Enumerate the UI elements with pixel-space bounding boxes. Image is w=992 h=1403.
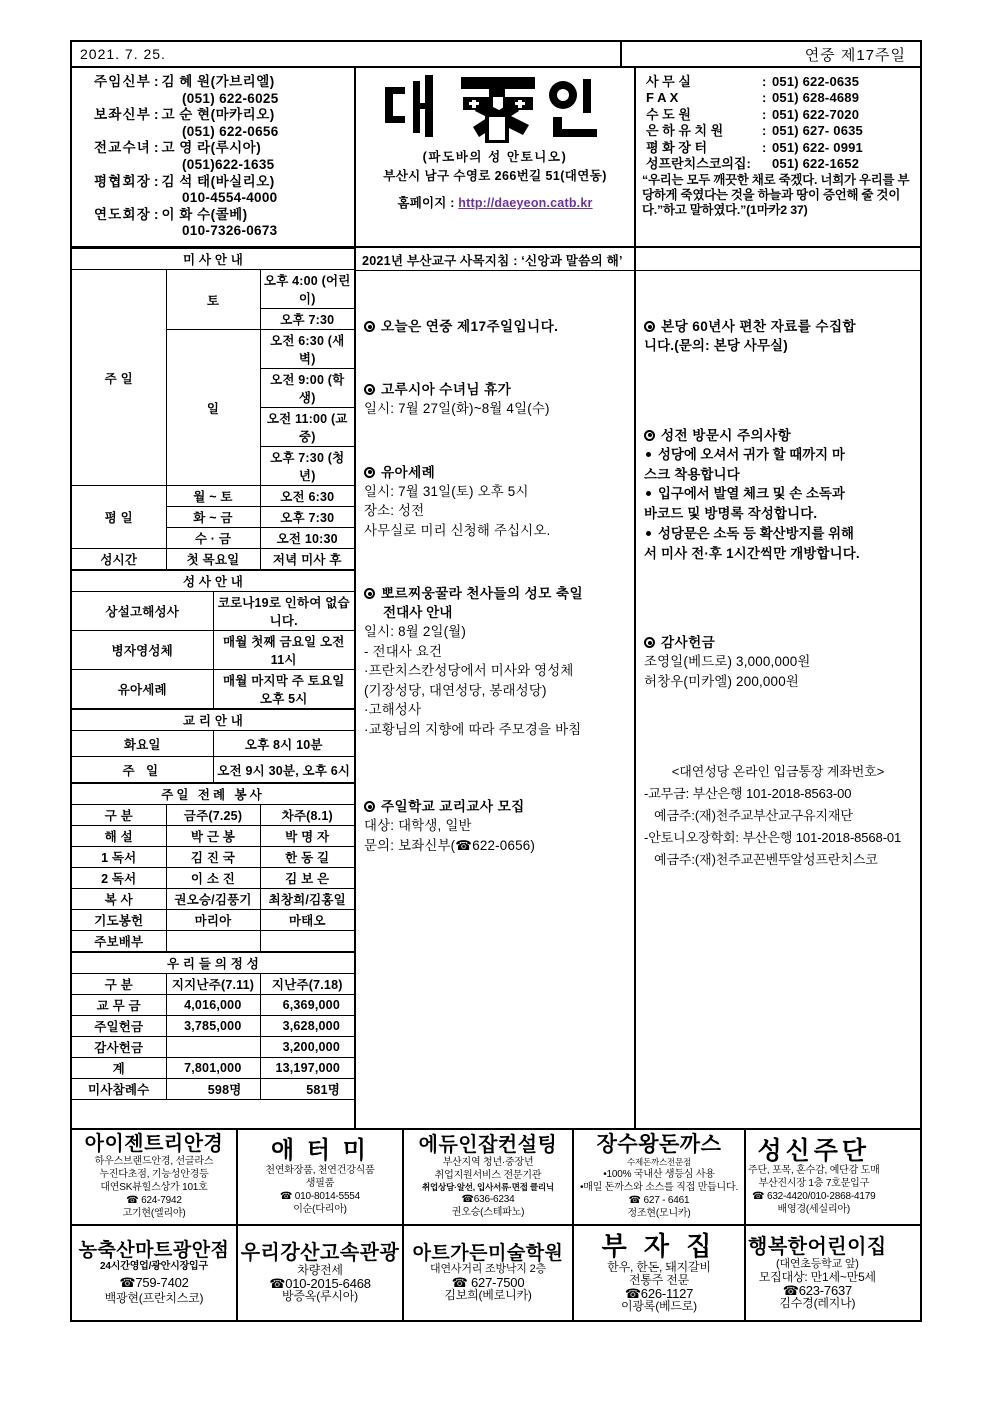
- announcement-title-row: [644, 426, 912, 445]
- spacer: [364, 783, 626, 797]
- mass-time: 오후 7:30: [260, 507, 354, 528]
- announcement-title-row: [364, 380, 626, 399]
- dot-bullet-icon: [646, 491, 651, 496]
- office-label: 평 화 장 터: [646, 139, 708, 155]
- spacer: [364, 340, 626, 380]
- parish-logo: [377, 72, 613, 146]
- office-row: [636, 156, 920, 172]
- offering-prev1: 3,628,000: [260, 1016, 354, 1037]
- liturgy-service-table: [72, 783, 354, 952]
- announcement-title: 본당 60년사 편찬 자료를 수집합: [661, 319, 857, 334]
- announcement-title-row: [364, 584, 626, 603]
- spacer: [644, 400, 912, 426]
- pastoral-direction: 2021년 부산교구 사목지침 : ‘신앙과 말씀의 해’: [356, 248, 634, 271]
- sacrament-label: 상설고해성사: [72, 592, 213, 631]
- contact-row: [72, 207, 354, 224]
- ad-phone: ☎636-6234: [461, 1194, 515, 1205]
- announcement-title: 성전 방문시 주의사항: [661, 427, 792, 443]
- offering-col-header: 구 분: [72, 974, 166, 995]
- ad-row-2: [72, 1226, 920, 1320]
- ad-line: 24시간영업/광안시장입구: [100, 1261, 208, 1273]
- liturgy-this-week: 김 진 국: [166, 847, 260, 868]
- liturgy-role: 주보배부: [72, 931, 166, 952]
- right-column: [636, 248, 920, 1128]
- ad-phone: ☎626-1127: [624, 1285, 694, 1301]
- contact-role: 전교수녀: [94, 140, 151, 156]
- liturgical-week: 연중 제17주일: [620, 42, 920, 66]
- announcement-item: [364, 317, 626, 336]
- announcement-line: 장소: 성전: [364, 503, 425, 518]
- sacrament-value: 매월 마지막 주 토요일 오후 5시: [213, 670, 354, 709]
- bulletin-body: [72, 248, 920, 1128]
- announcement-line: 일시: 7월 31일(토) 오후 5시: [364, 483, 529, 499]
- announcement-title: 주일학교 교리교사 모집: [381, 799, 525, 814]
- holy-hour-time: 저녁 미사 후: [260, 549, 354, 570]
- office-label: 은 하 유 치 원: [646, 123, 724, 139]
- homepage-label: 홈페이지 :: [397, 196, 455, 210]
- ad-card[interactable]: [72, 1130, 238, 1224]
- spacer: [644, 735, 912, 761]
- spacer: [644, 360, 912, 400]
- contact-name: 고 순 현(마카리오): [161, 107, 275, 123]
- mass-time: 오후 7:30 (청년): [260, 447, 354, 486]
- contact-separator: :: [153, 74, 159, 89]
- ring-bullet-icon: [644, 430, 655, 441]
- announcement-item: [364, 584, 626, 739]
- doctrine-value: 오전 9시 30분, 오후 6시: [213, 757, 354, 783]
- office-row: [636, 90, 920, 106]
- office-value: 051) 622-0635: [772, 74, 860, 89]
- ad-contact-person: 이순(다리아): [293, 1203, 347, 1215]
- office-value: 051) 622-7020: [772, 106, 860, 122]
- contact-row: [72, 174, 354, 191]
- liturgy-role: 기도봉헌: [72, 910, 166, 931]
- office-row: [636, 140, 920, 156]
- offering-label: 계: [72, 1058, 166, 1079]
- header-date-row: [72, 42, 920, 68]
- announcement-item: [644, 426, 912, 564]
- account-line: -교무금: 부산은행 101-2018-8563-00: [644, 786, 852, 801]
- advertisements: [72, 1128, 920, 1320]
- office-row: [636, 123, 920, 139]
- liturgy-this-week: [166, 931, 260, 952]
- ad-contact-person: 김수경(레지나): [779, 1295, 856, 1310]
- announcement-title: 유아세례: [381, 464, 436, 480]
- ring-bullet-icon: [364, 467, 375, 478]
- sacrament-label: 유아세례: [72, 670, 213, 709]
- ring-bullet-icon: [364, 321, 375, 332]
- announcement-title: 오늘은 연중 제17주일입니다.: [381, 319, 559, 334]
- dot-bullet-icon: [646, 531, 651, 536]
- homepage-row: [397, 193, 592, 211]
- ring-bullet-icon: [364, 801, 375, 812]
- liturgy-next-week: 한 동 길: [260, 847, 354, 868]
- announcement-bullet-row: [644, 524, 912, 544]
- announcement-title: 고루시아 수녀님 휴가: [381, 382, 512, 397]
- parish-contacts: [72, 68, 354, 246]
- contact-phone: 010-4554-4000: [182, 190, 278, 206]
- liturgy-role: 복 사: [72, 889, 166, 910]
- office-label: 성프란치스코의집:: [646, 156, 751, 172]
- contact-phone: 010-7326-0673: [182, 223, 278, 239]
- ad-card[interactable]: [238, 1226, 404, 1320]
- mass-time: 오전 11:00 (교중): [260, 408, 354, 447]
- ad-line: 대연SK뷰힐스상가 101호: [100, 1182, 208, 1193]
- ad-business-name: 부 자 집: [601, 1231, 717, 1262]
- mass-weekday-day: 월 ~ 토: [166, 486, 260, 507]
- account-heading: <대연성당 온라인 입금통장 계좌번호>: [671, 764, 885, 779]
- dot-bullet-icon: [646, 452, 651, 457]
- ad-line: 차량전세: [297, 1263, 343, 1277]
- right-announcements: [636, 271, 920, 1128]
- contact-row: [72, 74, 354, 91]
- header-main: [72, 68, 920, 248]
- sacrament-label: 병자영성체: [72, 631, 213, 670]
- ad-business-name: 장수왕돈까스: [596, 1133, 722, 1157]
- office-label: 수 도 원: [646, 106, 691, 122]
- contact-phone: (051) 622-6025: [182, 90, 279, 106]
- ring-bullet-icon: [364, 384, 375, 395]
- ad-line: 전통주 전문: [628, 1272, 690, 1287]
- doctrine-value: 오후 8시 10분: [213, 731, 354, 757]
- liturgy-col-header: 구 분: [72, 805, 166, 826]
- announcement-item: [364, 463, 626, 541]
- offering-label: 감사헌금: [72, 1037, 166, 1058]
- offering-label: 교 무 금: [72, 995, 166, 1016]
- ad-business-name: 아이젠트리안경: [84, 1133, 224, 1155]
- account-line: -안토니오장학회: 부산은행 101-2018-8568-01: [644, 830, 902, 845]
- liturgy-role: 해 설: [72, 826, 166, 847]
- sacrament-value: 매월 첫째 금요일 오전 11시: [213, 631, 354, 670]
- announcement-item: [644, 317, 912, 356]
- ad-line: •100% 국내산 생등심 사용: [603, 1168, 715, 1180]
- contact-role: 평협회장: [94, 173, 151, 189]
- offering-prev2: 4,016,000: [166, 995, 260, 1016]
- spacer: [364, 277, 626, 317]
- ad-card[interactable]: [404, 1130, 574, 1224]
- announcement-title-row: [644, 317, 912, 336]
- offering-col-header: 지난주(7.18): [260, 974, 354, 995]
- announcement-line: 문의: 보좌신부(☎622-0656): [364, 837, 536, 853]
- offering-prev2: 3,785,000: [166, 1016, 260, 1037]
- announcement-line: 스크 착용합니다: [644, 466, 740, 482]
- spacer: [364, 743, 626, 783]
- contact-role: 보좌신부: [94, 107, 151, 123]
- announcement-line: (기장성당, 대연성당, 봉래성당): [364, 682, 547, 698]
- spacer: [644, 567, 912, 607]
- office-contacts: [636, 68, 920, 246]
- announcement-bullet-text: 성당에 오셔서 귀가 할 때까지 마: [658, 446, 845, 462]
- mass-weekday-day: 수 · 금: [166, 528, 260, 549]
- liturgy-next-week: [260, 931, 354, 952]
- liturgy-this-week: 마리아: [166, 910, 260, 931]
- doctrine-label: 주 일: [72, 757, 213, 783]
- ad-phone: ☎ 627 - 6461: [628, 1194, 690, 1206]
- ad-line: 수제돈까스전문점: [626, 1156, 692, 1167]
- mass-time: 오전 10:30: [260, 528, 354, 549]
- mass-time: 오전 6:30 (새벽): [260, 330, 354, 369]
- account-block: [644, 761, 912, 871]
- announcement-bullet-row: [644, 484, 912, 504]
- contact-phone: (051) 622-0656: [182, 123, 279, 139]
- announcement-line: 바코드 및 방명록 작성합니다.: [644, 506, 818, 521]
- ad-contact-person: 배영경(세실리아): [777, 1204, 851, 1216]
- ring-bullet-icon: [644, 637, 655, 648]
- holy-hour-day: 첫 목요일: [166, 549, 260, 570]
- office-colon: :: [762, 106, 767, 122]
- liturgy-next-week: 박 명 자: [260, 826, 354, 847]
- sacrament-value: 코로나19로 인하여 없습니다.: [213, 592, 354, 631]
- liturgy-next-week: 김 보 은: [260, 868, 354, 889]
- ad-phone: ☎ 627-7500: [451, 1275, 525, 1291]
- ad-line: 생필품: [305, 1177, 335, 1189]
- ad-card[interactable]: [574, 1226, 746, 1320]
- announcement-line: 일시: 8월 2일(월): [364, 624, 467, 639]
- ad-phone: ☎759-7402: [119, 1275, 189, 1291]
- ad-line: 천연화장품, 천연건강식품: [265, 1164, 375, 1176]
- ad-line: 대연사거리 조방낙지 2층: [430, 1263, 546, 1276]
- liturgy-this-week: 이 소 진: [166, 868, 260, 889]
- doctrine-guide-title: 교 리 안 내: [72, 710, 354, 731]
- office-colon: :: [762, 74, 767, 89]
- mass-weekday-label: 평 일: [72, 486, 166, 549]
- ad-business-name: 아트가든미술학원: [412, 1242, 564, 1264]
- liturgy-this-week: 박 근 봉: [166, 826, 260, 847]
- ad-line: 주단, 포목, 혼수감, 예단감 도매: [748, 1165, 880, 1177]
- announcement-item: [364, 380, 626, 419]
- offering-col-header: 지지난주(7.11): [166, 974, 260, 995]
- announcement-bullet-text: 입구에서 발열 체크 및 손 소독과: [658, 486, 845, 501]
- announcement-line: 니다.(문의: 본당 사무실): [644, 338, 788, 353]
- contact-row: [72, 140, 354, 157]
- office-colon: :: [762, 123, 767, 139]
- liturgy-col-header: 금주(7.25): [166, 805, 260, 826]
- offering-prev1: 13,197,000: [260, 1058, 354, 1079]
- ad-card[interactable]: [574, 1130, 746, 1224]
- ad-phone: ☎ 624-7942: [126, 1195, 182, 1206]
- ad-business-name: 우리강산고속관광: [240, 1242, 400, 1264]
- ad-line: 부산진시장 1층 7호문입구: [758, 1178, 870, 1190]
- contact-name: 김 석 태(바실리오): [161, 173, 275, 189]
- announcement-title-row: [364, 797, 626, 816]
- ad-phone: ☎623-7637: [782, 1282, 853, 1298]
- doctrine-label: 화요일: [72, 731, 213, 757]
- offering-prev2: 7,801,000: [166, 1058, 260, 1079]
- office-row: [636, 74, 920, 90]
- ad-phone: ☎ 632-4420/010-2868-4179: [752, 1191, 876, 1203]
- offering-prev1: 581명: [260, 1079, 354, 1100]
- mass-guide-title: 미 사 안 내: [72, 249, 354, 270]
- sacrament-guide-table: [72, 570, 354, 709]
- daeyeon-logo-icon: [377, 73, 613, 145]
- homepage-link[interactable]: http://daeyeon.catb.kr: [458, 196, 593, 210]
- liturgy-this-week: 권오승/김풍기: [166, 889, 260, 910]
- parish-identity: [354, 68, 636, 246]
- ad-line: 모집대상: 만1세~만5세: [758, 1269, 876, 1284]
- ad-contact-person: 고기현(엘리야): [122, 1208, 186, 1219]
- parish-address: 부산시 남구 수영로 266번길 51(대연동): [383, 169, 607, 183]
- offering-label: 미사참례수: [72, 1079, 166, 1100]
- announcement-item: [644, 633, 912, 691]
- office-value: 051) 622- 0991: [772, 139, 863, 155]
- announcement-line: ·고해성사: [364, 702, 422, 717]
- right-column-top-spacer: [636, 248, 920, 271]
- announcement-line: 사무실로 미리 신청해 주십시오.: [364, 522, 551, 538]
- liturgy-role: 2 독서: [72, 868, 166, 889]
- contact-role: 연도회장: [94, 206, 151, 222]
- ad-line: 취업상담·알선, 입사서류·면접 클리닉: [422, 1182, 554, 1192]
- liturgy-service-title: 주일 전례 봉사: [72, 784, 354, 805]
- announcement-line: 조영일(베드로) 3,000,000원: [644, 654, 811, 669]
- announcement-title: 감사헌금: [661, 635, 716, 650]
- mass-sunday-label: 주 일: [72, 270, 166, 486]
- ad-card[interactable]: [404, 1226, 574, 1320]
- announcement-line: - 전대사 요건: [364, 643, 443, 659]
- announcement-line: 대상: 대학생, 일반: [364, 818, 472, 833]
- ad-line: (대연초등학교 앞): [775, 1257, 859, 1270]
- header-date-spacer: [362, 42, 620, 66]
- spacer: [364, 544, 626, 584]
- ad-row-1: [72, 1130, 920, 1226]
- ad-line: 부산지역 청년·중장년: [442, 1157, 534, 1168]
- spacer: [644, 607, 912, 633]
- doctrine-guide-table: [72, 709, 354, 783]
- office-colon: [762, 156, 772, 172]
- contact-separator: :: [153, 206, 159, 222]
- scripture-verse: “우리는 모두 깨끗한 채로 죽겠다. 너희가 우리를 부당하게 죽였다는 것을 하늘과 땅이 증언해 줄 것이다.”하고 말하였다.”(1마카2 37): [642, 173, 910, 217]
- mass-guide-table: [72, 248, 354, 570]
- contact-name: 이 화 수(콜베): [161, 206, 248, 222]
- ring-bullet-icon: [364, 588, 375, 599]
- middle-announcements: [356, 271, 634, 1128]
- ad-line: 누진다초점, 기능성안경등: [99, 1169, 209, 1180]
- ad-card[interactable]: [746, 1226, 889, 1320]
- announcement-line: 허창우(미카엘) 200,000원: [644, 673, 799, 689]
- sacrament-guide-title: 성 사 안 내: [72, 571, 354, 592]
- contact-name: 김 혜 원(가브리엘): [161, 74, 275, 89]
- announcement-title-row: [364, 317, 626, 336]
- ad-line: 하우스브랜드안경, 선글라스: [94, 1156, 214, 1167]
- offering-label: 주일헌금: [72, 1016, 166, 1037]
- ad-contact-person: 백광현(프란치스코): [104, 1291, 204, 1306]
- offering-prev2: [166, 1037, 260, 1058]
- office-value: 051) 628-4689: [772, 90, 860, 106]
- account-line: 예금주:(재)천주교부산교구유지재단: [654, 808, 853, 823]
- ad-business-name: 성신주단: [757, 1136, 871, 1165]
- liturgy-role: 1 독서: [72, 847, 166, 868]
- account-line: 예금주:(재)천주교꼰벤뚜알성프란치스코: [654, 852, 878, 867]
- office-row: [636, 107, 920, 123]
- ad-line: 한우, 한돈, 돼지갈비: [607, 1259, 711, 1274]
- office-label: F A X: [646, 90, 679, 106]
- contact-separator: :: [153, 107, 159, 123]
- announcement-title-row: [364, 463, 626, 482]
- spacer: [644, 277, 912, 317]
- ad-card[interactable]: [746, 1130, 882, 1224]
- ad-contact-person: 이광록(베드로): [621, 1298, 697, 1313]
- spacer: [644, 695, 912, 735]
- liturgy-col-header: 차주(8.1): [260, 805, 354, 826]
- offering-title: 우 리 들 의 정 성: [72, 953, 354, 974]
- bulletin-page: [70, 40, 922, 1322]
- parish-patron: (파도바의 성 안토니오): [422, 150, 568, 164]
- contact-separator: :: [153, 140, 159, 156]
- office-colon: :: [762, 139, 767, 155]
- liturgy-next-week: 최창희/김홍일: [260, 889, 354, 910]
- liturgy-next-week: 마태오: [260, 910, 354, 931]
- contact-row: [72, 107, 354, 124]
- ad-contact-person: 권오승(스테파노): [451, 1207, 525, 1218]
- offering-prev1: 6,369,000: [260, 995, 354, 1016]
- contact-separator: :: [153, 173, 159, 189]
- announcement-line: 서 미사 전·후 1시간씩만 개방합니다.: [644, 545, 860, 561]
- mass-time: 오후 4:00 (어린이): [260, 270, 354, 309]
- ad-card[interactable]: [72, 1226, 238, 1320]
- announcement-bullet-text: 성당문은 소독 등 확산방지를 위해: [658, 525, 854, 541]
- announcement-title-cont: 전대사 안내: [383, 605, 453, 620]
- office-colon: :: [762, 90, 767, 106]
- ad-business-name: 행복한어린이집: [748, 1235, 887, 1258]
- holy-hour-label: 성시간: [72, 549, 166, 570]
- announcement-bullet-row: [644, 445, 912, 465]
- announcement-line: ·프란치스칸성당에서 미사와 영성체: [364, 663, 574, 678]
- ad-contact-person: 정조현(모니카): [627, 1207, 691, 1219]
- ad-contact-person: 김보희(베로니카): [444, 1288, 532, 1303]
- offering-table: [72, 952, 354, 1100]
- announcement-item: [364, 797, 626, 855]
- mass-saturday-label: 토: [166, 270, 260, 330]
- ad-line: •매일 돈까스와 소스를 직접 만듭니다.: [579, 1181, 739, 1193]
- ad-phone: ☎ 010-8014-5554: [279, 1190, 361, 1202]
- office-label: 사 무 실: [646, 74, 691, 89]
- contact-role: 주임신부: [94, 74, 151, 89]
- ad-business-name: 애 터 미: [271, 1137, 369, 1165]
- middle-column: [354, 248, 636, 1128]
- announcement-line: ·교황님의 지향에 따라 주모경을 바침: [364, 721, 582, 737]
- mass-time: 오후 7:30: [260, 309, 354, 330]
- ad-phone: ☎010-2015-6468: [269, 1276, 371, 1291]
- contact-phone: (051)622-1635: [182, 156, 275, 172]
- offering-prev2: 598명: [166, 1079, 260, 1100]
- ad-card[interactable]: [238, 1130, 404, 1224]
- bulletin-date: 2021. 7. 25.: [80, 46, 166, 62]
- announcement-title: 뽀르찌웅꿀라 천사들의 성모 축일: [381, 586, 583, 601]
- mass-weekday-day: 화 ~ 금: [166, 507, 260, 528]
- ad-business-name: 에듀인잡컨설팅: [418, 1134, 558, 1156]
- ad-business-name: 농축산마트광안점: [78, 1239, 230, 1261]
- mass-time: 오전 9:00 (학생): [260, 369, 354, 408]
- contact-name: 고 영 라(루시아): [161, 140, 262, 156]
- ad-contact-person: 방증옥(루시아): [282, 1289, 358, 1303]
- spacer: [364, 423, 626, 463]
- mass-time: 오전 6:30: [260, 486, 354, 507]
- left-column: [72, 248, 354, 1128]
- ad-line: 취업지원서비스 전문기관: [434, 1170, 542, 1181]
- ring-bullet-icon: [644, 321, 655, 332]
- announcement-line: 일시: 7월 27일(화)~8월 4일(수): [364, 401, 550, 416]
- offering-prev1: 3,200,000: [260, 1037, 354, 1058]
- announcement-title-row: [644, 633, 912, 652]
- office-value: 051) 627- 0635: [772, 123, 863, 139]
- mass-sunday-day-label: 일: [166, 330, 260, 486]
- office-value: 051) 622-1652: [772, 156, 860, 172]
